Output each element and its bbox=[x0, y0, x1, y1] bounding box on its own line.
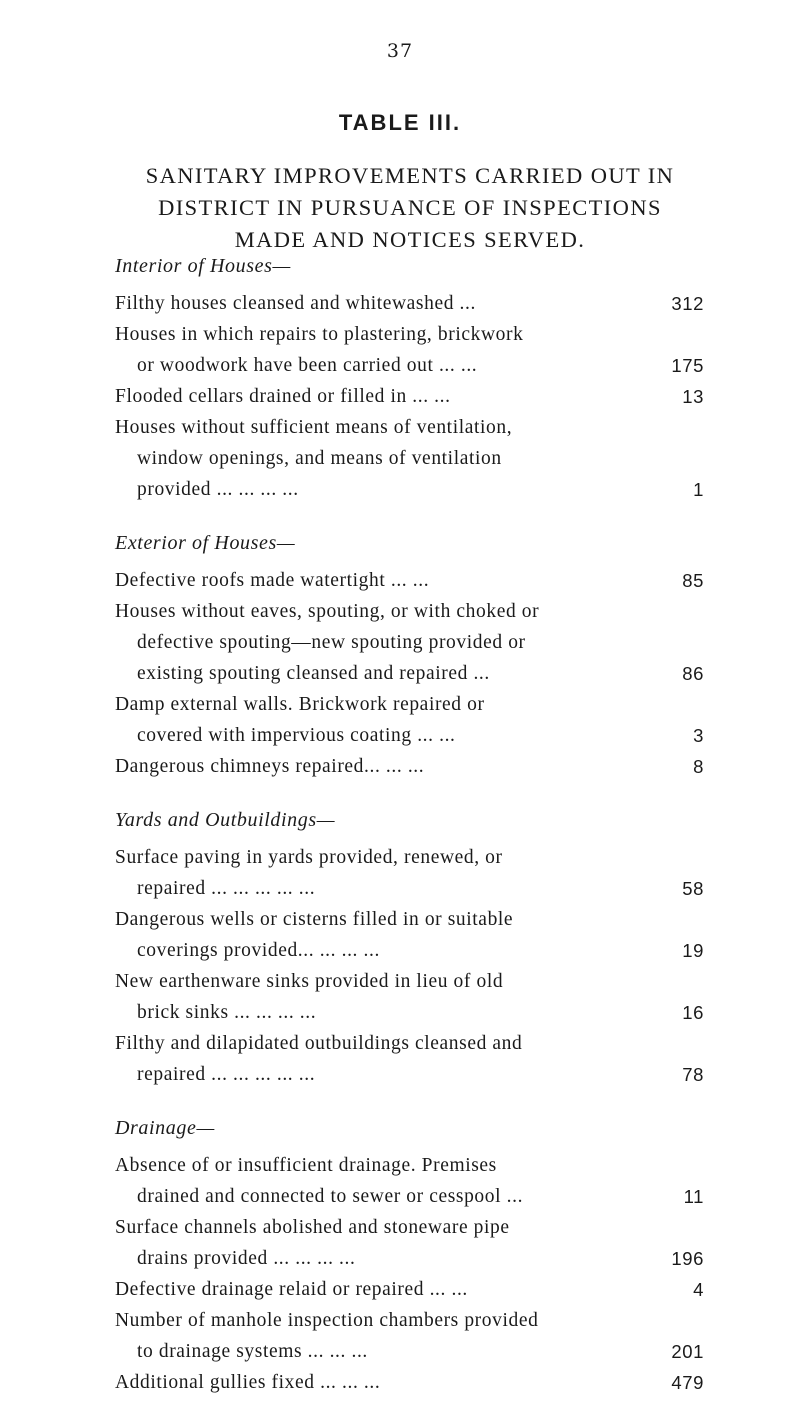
list-item bbox=[115, 1212, 710, 1274]
list-item bbox=[115, 288, 710, 319]
heading-line: DISTRICT IN PURSUANCE OF INSPECTIONS bbox=[158, 195, 662, 220]
item-count: 4 bbox=[693, 1279, 704, 1300]
item-text-line: coverings provided... ... ... ... bbox=[137, 940, 380, 961]
item-text-line: Number of manhole inspection chambers provided bbox=[115, 1310, 539, 1331]
item-count: 196 bbox=[671, 1248, 704, 1269]
item-text-line: Houses without eaves, spouting, or with choked or bbox=[115, 601, 540, 622]
item-text-line: existing spouting cleansed and repaired ... bbox=[137, 663, 490, 684]
heading-line: SANITARY IMPROVEMENTS CARRIED OUT IN bbox=[145, 163, 675, 188]
list-item bbox=[115, 1028, 710, 1090]
list-item bbox=[115, 1274, 710, 1305]
item-text-line: Surface paving in yards provided, renewed, or bbox=[115, 847, 503, 868]
item-count: 312 bbox=[671, 293, 704, 314]
list-item bbox=[115, 1367, 710, 1398]
list-item bbox=[115, 966, 710, 1028]
list-item bbox=[115, 319, 710, 381]
table-title: TABLE III. bbox=[338, 110, 462, 135]
item-count: 19 bbox=[682, 940, 704, 961]
main-heading bbox=[110, 160, 710, 256]
item-count: 78 bbox=[682, 1064, 704, 1085]
item-count: 13 bbox=[682, 386, 704, 407]
list-item bbox=[115, 751, 710, 782]
item-text-line: Absence of or insufficient drainage. Premises bbox=[115, 1155, 497, 1176]
item-text-line: Defective roofs made watertight ... ... bbox=[115, 570, 430, 591]
item-text-line: Defective drainage relaid or repaired ... ... bbox=[115, 1279, 468, 1300]
item-text-line: repaired ... ... ... ... ... bbox=[137, 1064, 316, 1085]
list-item bbox=[115, 1150, 710, 1212]
list-item bbox=[115, 381, 710, 412]
list-item bbox=[115, 689, 710, 751]
item-count: 16 bbox=[682, 1002, 704, 1023]
list-item bbox=[115, 565, 710, 596]
list-item bbox=[115, 904, 710, 966]
item-text-line: covered with impervious coating ... ... bbox=[137, 725, 456, 746]
item-text-line: Damp external walls. Brickwork repaired or bbox=[115, 694, 485, 715]
item-count: 201 bbox=[671, 1341, 704, 1362]
page-number: 37 bbox=[386, 40, 414, 62]
item-text-line: Houses in which repairs to plastering, brickwork bbox=[115, 324, 524, 345]
section bbox=[115, 250, 710, 505]
item-text-line: brick sinks ... ... ... ... bbox=[137, 1002, 317, 1023]
item-count: 85 bbox=[682, 570, 704, 591]
item-count: 1 bbox=[693, 479, 704, 500]
heading-line: MADE AND NOTICES SERVED. bbox=[234, 227, 586, 252]
item-text-line: Dangerous wells or cisterns filled in or suitable bbox=[115, 909, 514, 930]
item-count: 479 bbox=[671, 1372, 704, 1393]
section-heading: Exterior of Houses— bbox=[115, 532, 296, 554]
item-text-line: New earthenware sinks provided in lieu of old bbox=[115, 971, 504, 992]
item-text-line: or woodwork have been carried out ... ... bbox=[137, 355, 478, 376]
item-count: 11 bbox=[683, 1186, 704, 1207]
section-heading: Drainage— bbox=[115, 1117, 215, 1139]
item-text-line: provided ... ... ... ... bbox=[137, 479, 299, 500]
section-heading: Interior of Houses— bbox=[115, 255, 291, 277]
list-item bbox=[115, 842, 710, 904]
item-count: 3 bbox=[693, 725, 704, 746]
list-item bbox=[115, 596, 710, 689]
item-text-line: window openings, and means of ventilation bbox=[137, 448, 502, 469]
item-text-line: Flooded cellars drained or filled in ... ... bbox=[115, 386, 451, 407]
item-text-line: Filthy and dilapidated outbuildings cleansed and bbox=[115, 1033, 523, 1054]
improvements-list bbox=[115, 250, 710, 1420]
item-text-line: repaired ... ... ... ... ... bbox=[137, 878, 316, 899]
item-text-line: Houses without sufficient means of ventilation, bbox=[115, 417, 513, 438]
item-count: 86 bbox=[682, 663, 704, 684]
item-text-line: Filthy houses cleansed and whitewashed ... bbox=[115, 293, 476, 314]
item-text-line: drained and connected to sewer or cesspool ... bbox=[137, 1186, 524, 1207]
section bbox=[115, 804, 710, 1090]
section bbox=[115, 527, 710, 782]
item-count: 8 bbox=[693, 756, 704, 777]
item-text-line: defective spouting—new spouting provided or bbox=[137, 632, 526, 653]
item-text-line: Dangerous chimneys repaired... ... ... bbox=[115, 756, 425, 777]
list-item bbox=[115, 412, 710, 505]
item-text-line: Surface channels abolished and stoneware pipe bbox=[115, 1217, 510, 1238]
item-count: 175 bbox=[671, 355, 704, 376]
item-text-line: to drainage systems ... ... ... bbox=[137, 1341, 368, 1362]
item-text-line: drains provided ... ... ... ... bbox=[137, 1248, 356, 1269]
section-heading: Yards and Outbuildings— bbox=[115, 809, 336, 831]
item-text-line: Additional gullies fixed ... ... ... bbox=[115, 1372, 381, 1393]
section bbox=[115, 1112, 710, 1398]
item-count: 58 bbox=[682, 878, 704, 899]
list-item bbox=[115, 1305, 710, 1367]
